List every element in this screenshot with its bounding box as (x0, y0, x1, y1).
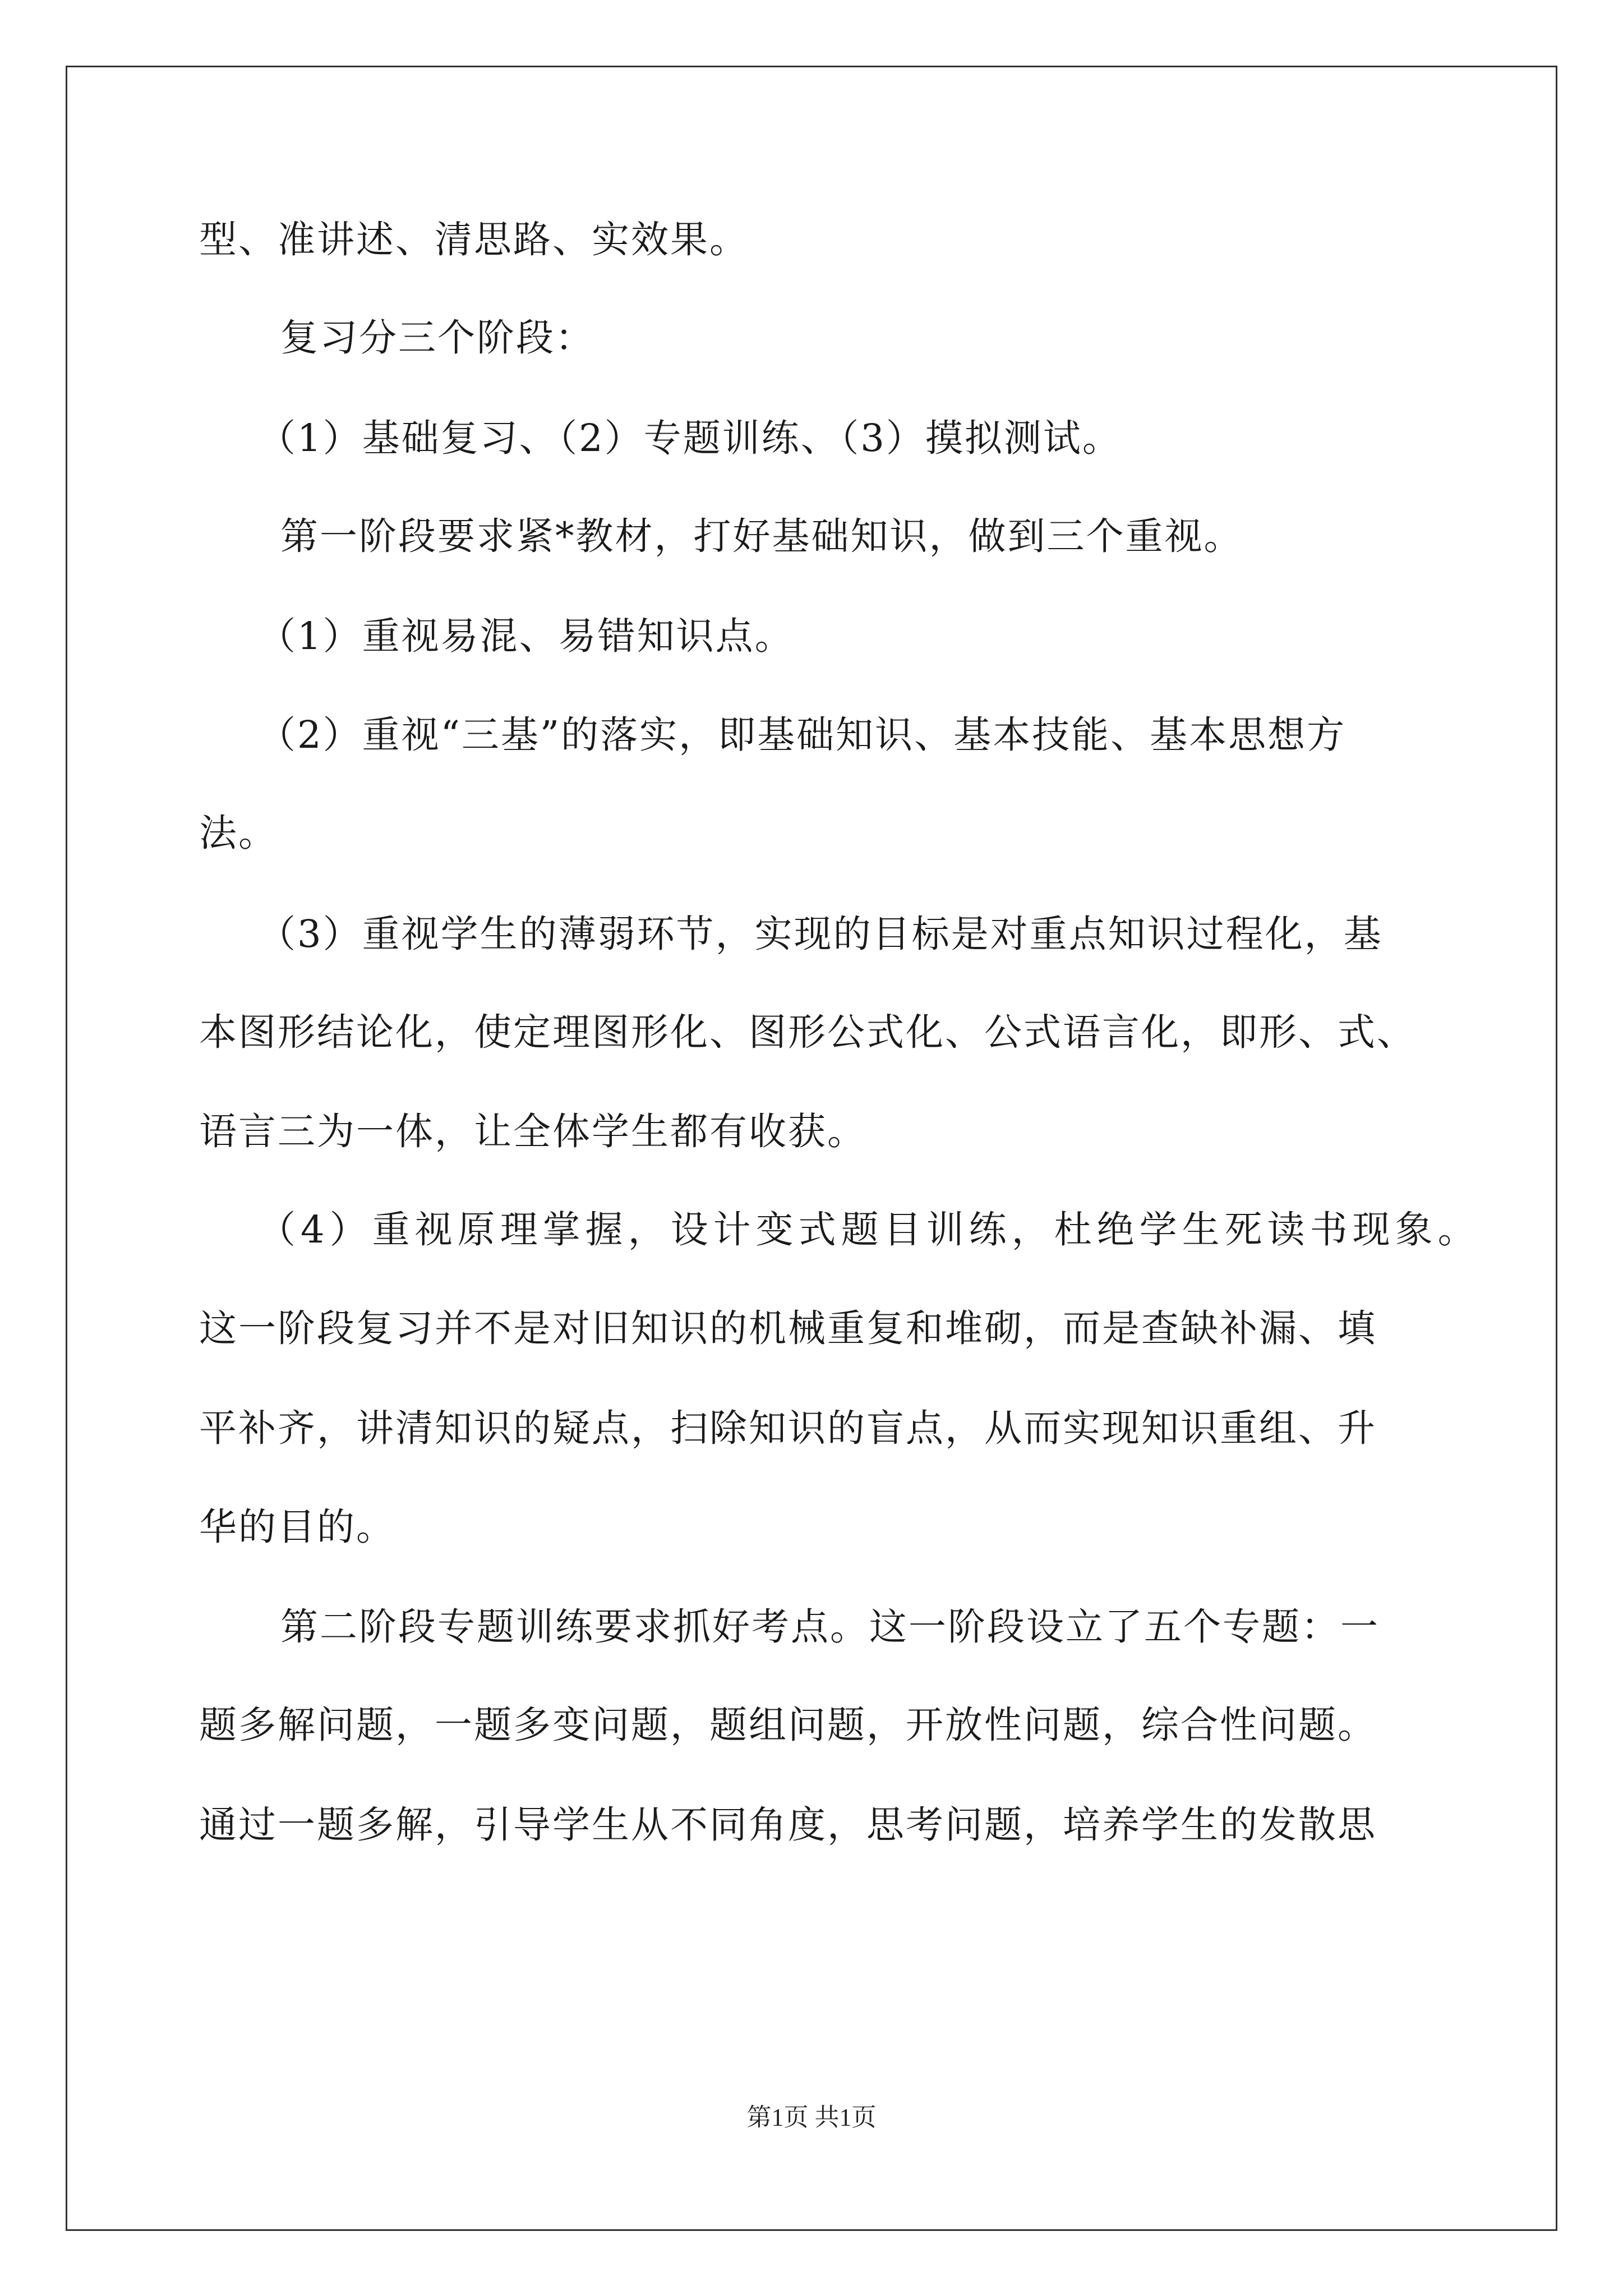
text-line: 法。 (199, 811, 278, 855)
text-line: 这一阶段复习并不是对旧知识的机械重复和堆砌，而是查缺补漏、填 (199, 1306, 1377, 1350)
text-line: （1）重视易混、易错知识点。 (258, 614, 794, 658)
text-line: 型、准讲述、清思路、实效果。 (199, 218, 749, 261)
text-line: （1）基础复习、（2）专题训练、（3）摸拟测试。 (258, 416, 1122, 460)
text-line: 语言三为一体，让全体学生都有收获。 (199, 1110, 866, 1153)
text-line: 复习分三个阶段： (280, 316, 594, 360)
text-line: 本图形结论化，使定理图形化、图形公式化、公式语言化，即形、式、 (199, 1010, 1416, 1054)
text-line: 华的目的。 (199, 1505, 395, 1549)
text-line: 平补齐，讲清知识的疑点，扫除知识的盲点，从而实现知识重组、升 (199, 1406, 1377, 1450)
text-line: 第二阶段专题训练要求抓好考点。这一阶段设立了五个专题：一 (280, 1605, 1380, 1649)
page-number-footer: 第1页 共1页 (746, 2104, 877, 2131)
text-line: 通过一题多解，引导学生从不同角度，思考问题，培养学生的发散思 (199, 1803, 1377, 1847)
text-line: 题多解问题，一题多变问题，题组问题，开放性问题，综合性问题。 (199, 1703, 1377, 1747)
text-line: （3）重视学生的薄弱环节，实现的目标是对重点知识过程化，基 (258, 912, 1383, 956)
text-line: （4）重视原理掌握，设计变式题目训练，杜绝学生死读书现象。 (258, 1208, 1481, 1251)
text-line: 第一阶段要求紧*教材，打好基础知识，做到三个重视。 (280, 514, 1243, 558)
text-line: （2）重视“三基”的落实，即基础知识、基本技能、基本思想方 (258, 713, 1347, 757)
